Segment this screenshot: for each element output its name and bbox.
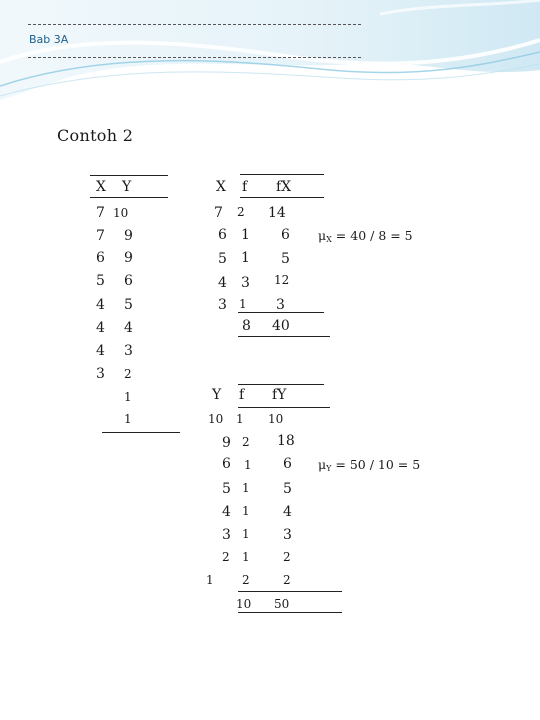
header-rule-bottom (28, 57, 361, 58)
freq-y-value-cell: 9 (222, 435, 231, 451)
freq-y-f-cell: 1 (242, 504, 250, 518)
freq-y-total-fy: 50 (274, 597, 290, 611)
freq-y-value-cell: 3 (222, 527, 231, 543)
table-xy-header-x: X (96, 179, 106, 195)
freq-x-f-cell: 1 (241, 227, 250, 243)
freq-y-f-cell: 2 (242, 573, 250, 587)
freq-x-total-f: 8 (242, 318, 251, 334)
freq-x-value-cell: 3 (218, 297, 227, 313)
table-xy-y-cell: 9 (124, 250, 133, 266)
freq-x-bottom-rule (238, 336, 330, 337)
header-rule-top (28, 24, 361, 25)
table-xy-x-cell: 6 (96, 250, 105, 266)
freq-y-f-cell: 1 (244, 458, 252, 472)
table-xy-y-cell: 2 (124, 367, 132, 381)
freq-x-value-cell: 6 (218, 227, 227, 243)
freq-x-header-x: X (216, 179, 226, 195)
freq-x-header-fx: fX (276, 179, 292, 195)
header-wave-decoration (0, 0, 540, 110)
table-xy-y-cell: 10 (113, 206, 129, 220)
mean-y-subscript: Y (326, 464, 332, 473)
table-xy-header-y: Y (122, 179, 132, 195)
slide-header (0, 0, 540, 110)
mean-x-expression: = 40 / 8 = 5 (331, 228, 413, 243)
freq-y-f-cell: 2 (242, 435, 250, 449)
table-xy-x-cell: 7 (96, 205, 105, 221)
freq-y-fy-cell: 18 (277, 433, 295, 449)
freq-y-fy-cell: 10 (268, 412, 284, 426)
table-xy-y-cell: 1 (124, 412, 132, 426)
freq-y-value-cell: 5 (222, 481, 231, 497)
freq-x-value-cell: 7 (214, 205, 223, 221)
freq-x-f-cell: 1 (241, 250, 250, 266)
freq-y-top-rule (238, 384, 324, 385)
freq-x-value-cell: 4 (218, 275, 227, 291)
table-xy-header-rule (90, 197, 168, 198)
table-xy-y-cell: 1 (124, 390, 132, 404)
mean-x-formula (318, 228, 413, 244)
freq-y-fy-cell: 2 (283, 573, 291, 587)
table-xy-y-cell: 3 (124, 343, 133, 359)
freq-x-header-f: f (242, 179, 248, 195)
mean-y-mu: μ (318, 457, 327, 472)
freq-y-value-cell: 2 (222, 550, 230, 564)
freq-y-fy-cell: 5 (283, 481, 292, 497)
freq-y-f-cell: 1 (242, 550, 250, 564)
freq-y-f-cell: 1 (242, 481, 250, 495)
freq-x-top-rule (240, 174, 324, 175)
freq-x-header-rule (240, 197, 324, 198)
page-heading: Contoh 2 (57, 126, 134, 145)
freq-x-total-fx: 40 (272, 318, 290, 334)
table-xy-y-cell: 6 (124, 273, 133, 289)
freq-x-f-cell: 2 (237, 205, 245, 219)
freq-y-value-cell: 1 (206, 573, 214, 587)
freq-x-f-cell: 3 (241, 275, 250, 291)
freq-x-fx-cell: 6 (281, 227, 290, 243)
freq-x-total-rule (238, 312, 324, 313)
freq-y-fy-cell: 4 (283, 504, 292, 520)
mean-y-expression: = 50 / 10 = 5 (331, 457, 421, 472)
table-xy-bottom-rule (102, 432, 180, 433)
table-xy-y-cell: 4 (124, 320, 133, 336)
freq-y-bottom-rule (238, 612, 342, 613)
freq-y-f-cell: 1 (242, 527, 250, 541)
table-xy-x-cell: 5 (96, 273, 105, 289)
table-xy-x-cell: 4 (96, 297, 105, 313)
freq-y-header-fy: fY (272, 387, 287, 403)
freq-y-total-rule (238, 591, 342, 592)
freq-y-header-y: Y (212, 387, 222, 403)
mean-x-subscript: X (326, 235, 332, 244)
freq-x-fx-cell: 3 (276, 297, 285, 313)
section-label: Bab 3A (29, 33, 69, 46)
freq-y-value-cell: 10 (208, 412, 224, 426)
freq-y-header-rule (238, 407, 330, 408)
freq-x-fx-cell: 14 (268, 205, 286, 221)
table-xy-x-cell: 7 (96, 228, 105, 244)
table-xy-x-cell: 4 (96, 320, 105, 336)
table-xy-top-rule (90, 175, 168, 176)
freq-x-f-cell: 1 (239, 297, 247, 311)
freq-y-header-f: f (239, 387, 245, 403)
freq-y-value-cell: 4 (222, 504, 231, 520)
freq-x-fx-cell: 5 (281, 251, 290, 267)
freq-y-fy-cell: 6 (283, 456, 292, 472)
mean-x-mu: μ (318, 228, 327, 243)
freq-y-value-cell: 6 (222, 456, 231, 472)
freq-y-fy-cell: 3 (283, 527, 292, 543)
freq-x-value-cell: 5 (218, 251, 227, 267)
table-xy-x-cell: 4 (96, 343, 105, 359)
table-xy-x-cell: 3 (96, 366, 105, 382)
freq-x-fx-cell: 12 (274, 273, 290, 287)
table-xy-y-cell: 9 (124, 228, 133, 244)
freq-y-fy-cell: 2 (283, 550, 291, 564)
freq-y-f-cell: 1 (236, 412, 244, 426)
table-xy-y-cell: 5 (124, 297, 133, 313)
freq-y-total-f: 10 (236, 597, 252, 611)
mean-y-formula (318, 457, 420, 473)
